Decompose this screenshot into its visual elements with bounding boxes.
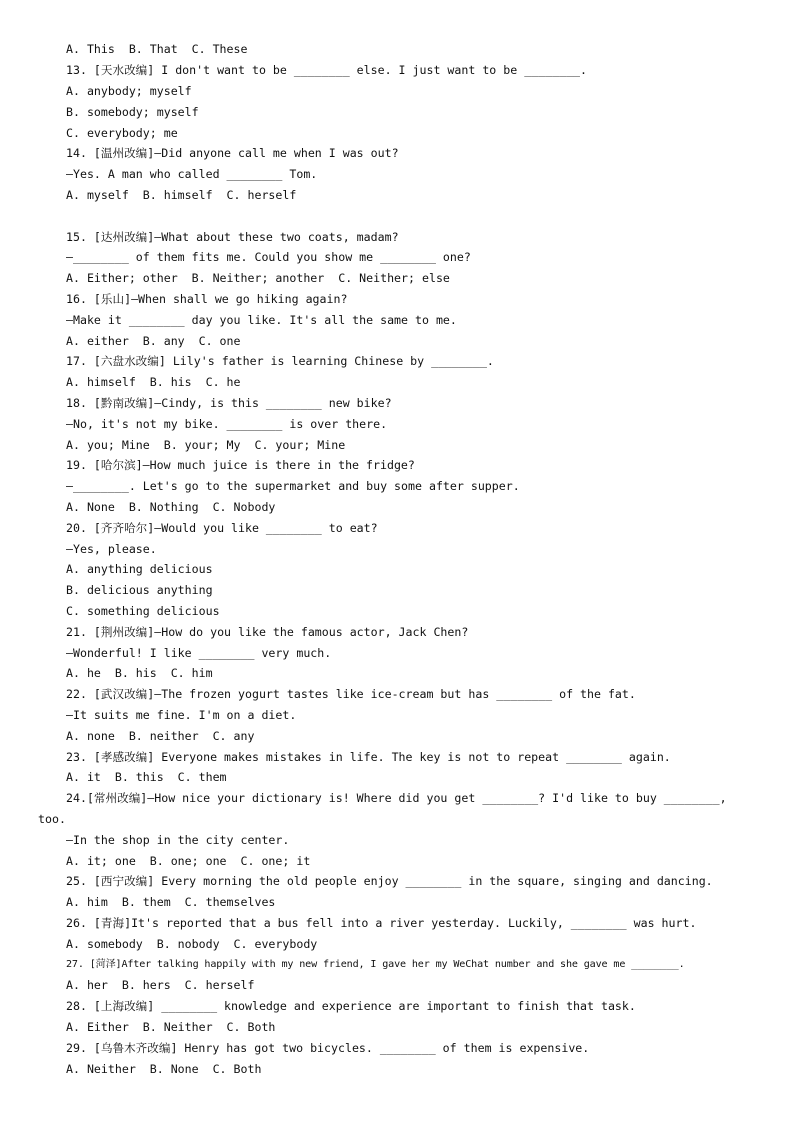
- q26-options: A. somebody B. nobody C. everybody: [66, 937, 318, 951]
- q29-stem: 29. [乌鲁木齐改编] Henry has got two bicycles. ________ of them is expensive.: [66, 1041, 590, 1055]
- q21-options: A. he B. his C. him: [66, 666, 213, 680]
- q22-stem: 22. [武汉改编]—The frozen yogurt tastes like ice-cream but has ________ of the fat.: [66, 687, 636, 701]
- q16-reply: —Make it ________ day you like. It's all the same to me.: [66, 313, 457, 327]
- q17-stem: 17. [六盘水改编] Lily's father is learning Chinese by ________.: [66, 354, 494, 368]
- q18-stem: 18. [黔南改编]—Cindy, is this ________ new bike?: [66, 396, 392, 410]
- q23-stem: 23. [孝感改编] Everyone makes mistakes in life. The key is not to repeat ________ again.: [66, 750, 671, 764]
- q14-reply: —Yes. A man who called ________ Tom.: [66, 167, 318, 181]
- q17-options: A. himself B. his C. he: [66, 375, 241, 389]
- q15-options: A. Either; other B. Neither; another C. Neither; else: [66, 271, 450, 285]
- q21-reply: —Wonderful! I like ________ very much.: [66, 646, 332, 660]
- q25-options: A. him B. them C. themselves: [66, 895, 276, 909]
- q25-stem: 25. [西宁改编] Every morning the old people enjoy ________ in the square, singing and dancing.: [66, 874, 713, 888]
- q13-option-a: A. anybody; myself: [66, 84, 192, 98]
- q24-reply: —In the shop in the city center.: [66, 833, 290, 847]
- q20-stem: 20. [齐齐哈尔]—Would you like ________ to eat?: [66, 521, 378, 535]
- q12-options: A. This B. That C. These: [66, 42, 248, 56]
- q18-options: A. you; Mine B. your; My C. your; Mine: [66, 438, 346, 452]
- q13-option-c: C. everybody; me: [66, 126, 178, 140]
- q19-options: A. None B. Nothing C. Nobody: [66, 500, 276, 514]
- q16-stem: 16. [乐山]—When shall we go hiking again?: [66, 292, 348, 306]
- q15-reply: —________ of them fits me. Could you show me ________ one?: [66, 250, 471, 264]
- q24-stem-wrap: too.: [38, 812, 66, 826]
- q24-stem: 24.[常州改编]—How nice your dictionary is! Where did you get ________? I'd like to buy ________,: [66, 791, 727, 805]
- q28-stem: 28. [上海改编] ________ knowledge and experience are important to finish that task.: [66, 999, 636, 1013]
- q21-stem: 21. [荆州改编]—How do you like the famous actor, Jack Chen?: [66, 625, 469, 639]
- q27-options: A. her B. hers C. herself: [66, 978, 255, 992]
- q14-options: A. myself B. himself C. herself: [66, 188, 297, 202]
- q20-option-b: B. delicious anything: [66, 583, 213, 597]
- q23-options: A. it B. this C. them: [66, 770, 227, 784]
- q24-options: A. it; one B. one; one C. one; it: [66, 854, 311, 868]
- q26-stem: 26. [青海]It's reported that a bus fell into a river yesterday. Luckily, ________ was hurt.: [66, 916, 697, 930]
- q16-options: A. either B. any C. one: [66, 334, 241, 348]
- q15-stem: 15. [达州改编]—What about these two coats, madam?: [66, 230, 399, 244]
- q19-reply: —________. Let's go to the supermarket and buy some after supper.: [66, 479, 520, 493]
- q13-option-b: B. somebody; myself: [66, 105, 199, 119]
- q28-options: A. Either B. Neither C. Both: [66, 1020, 276, 1034]
- q27-stem: 27. [菏泽]After talking happily with my new friend, I gave her my WeChat number and she gave me ________.: [66, 959, 685, 970]
- q14-stem: 14. [温州改编]—Did anyone call me when I was out?: [66, 146, 399, 160]
- q20-option-c: C. something delicious: [66, 604, 220, 618]
- q19-stem: 19. [哈尔滨]—How much juice is there in the fridge?: [66, 458, 415, 472]
- q20-reply: —Yes, please.: [66, 542, 157, 556]
- q22-options: A. none B. neither C. any: [66, 729, 255, 743]
- q22-reply: —It suits me fine. I'm on a diet.: [66, 708, 297, 722]
- q13-stem: 13. [天水改编] I don't want to be ________ else. I just want to be ________.: [66, 63, 588, 77]
- q18-reply: —No, it's not my bike. ________ is over there.: [66, 417, 388, 431]
- q20-option-a: A. anything delicious: [66, 562, 213, 576]
- q29-options: A. Neither B. None C. Both: [66, 1062, 262, 1076]
